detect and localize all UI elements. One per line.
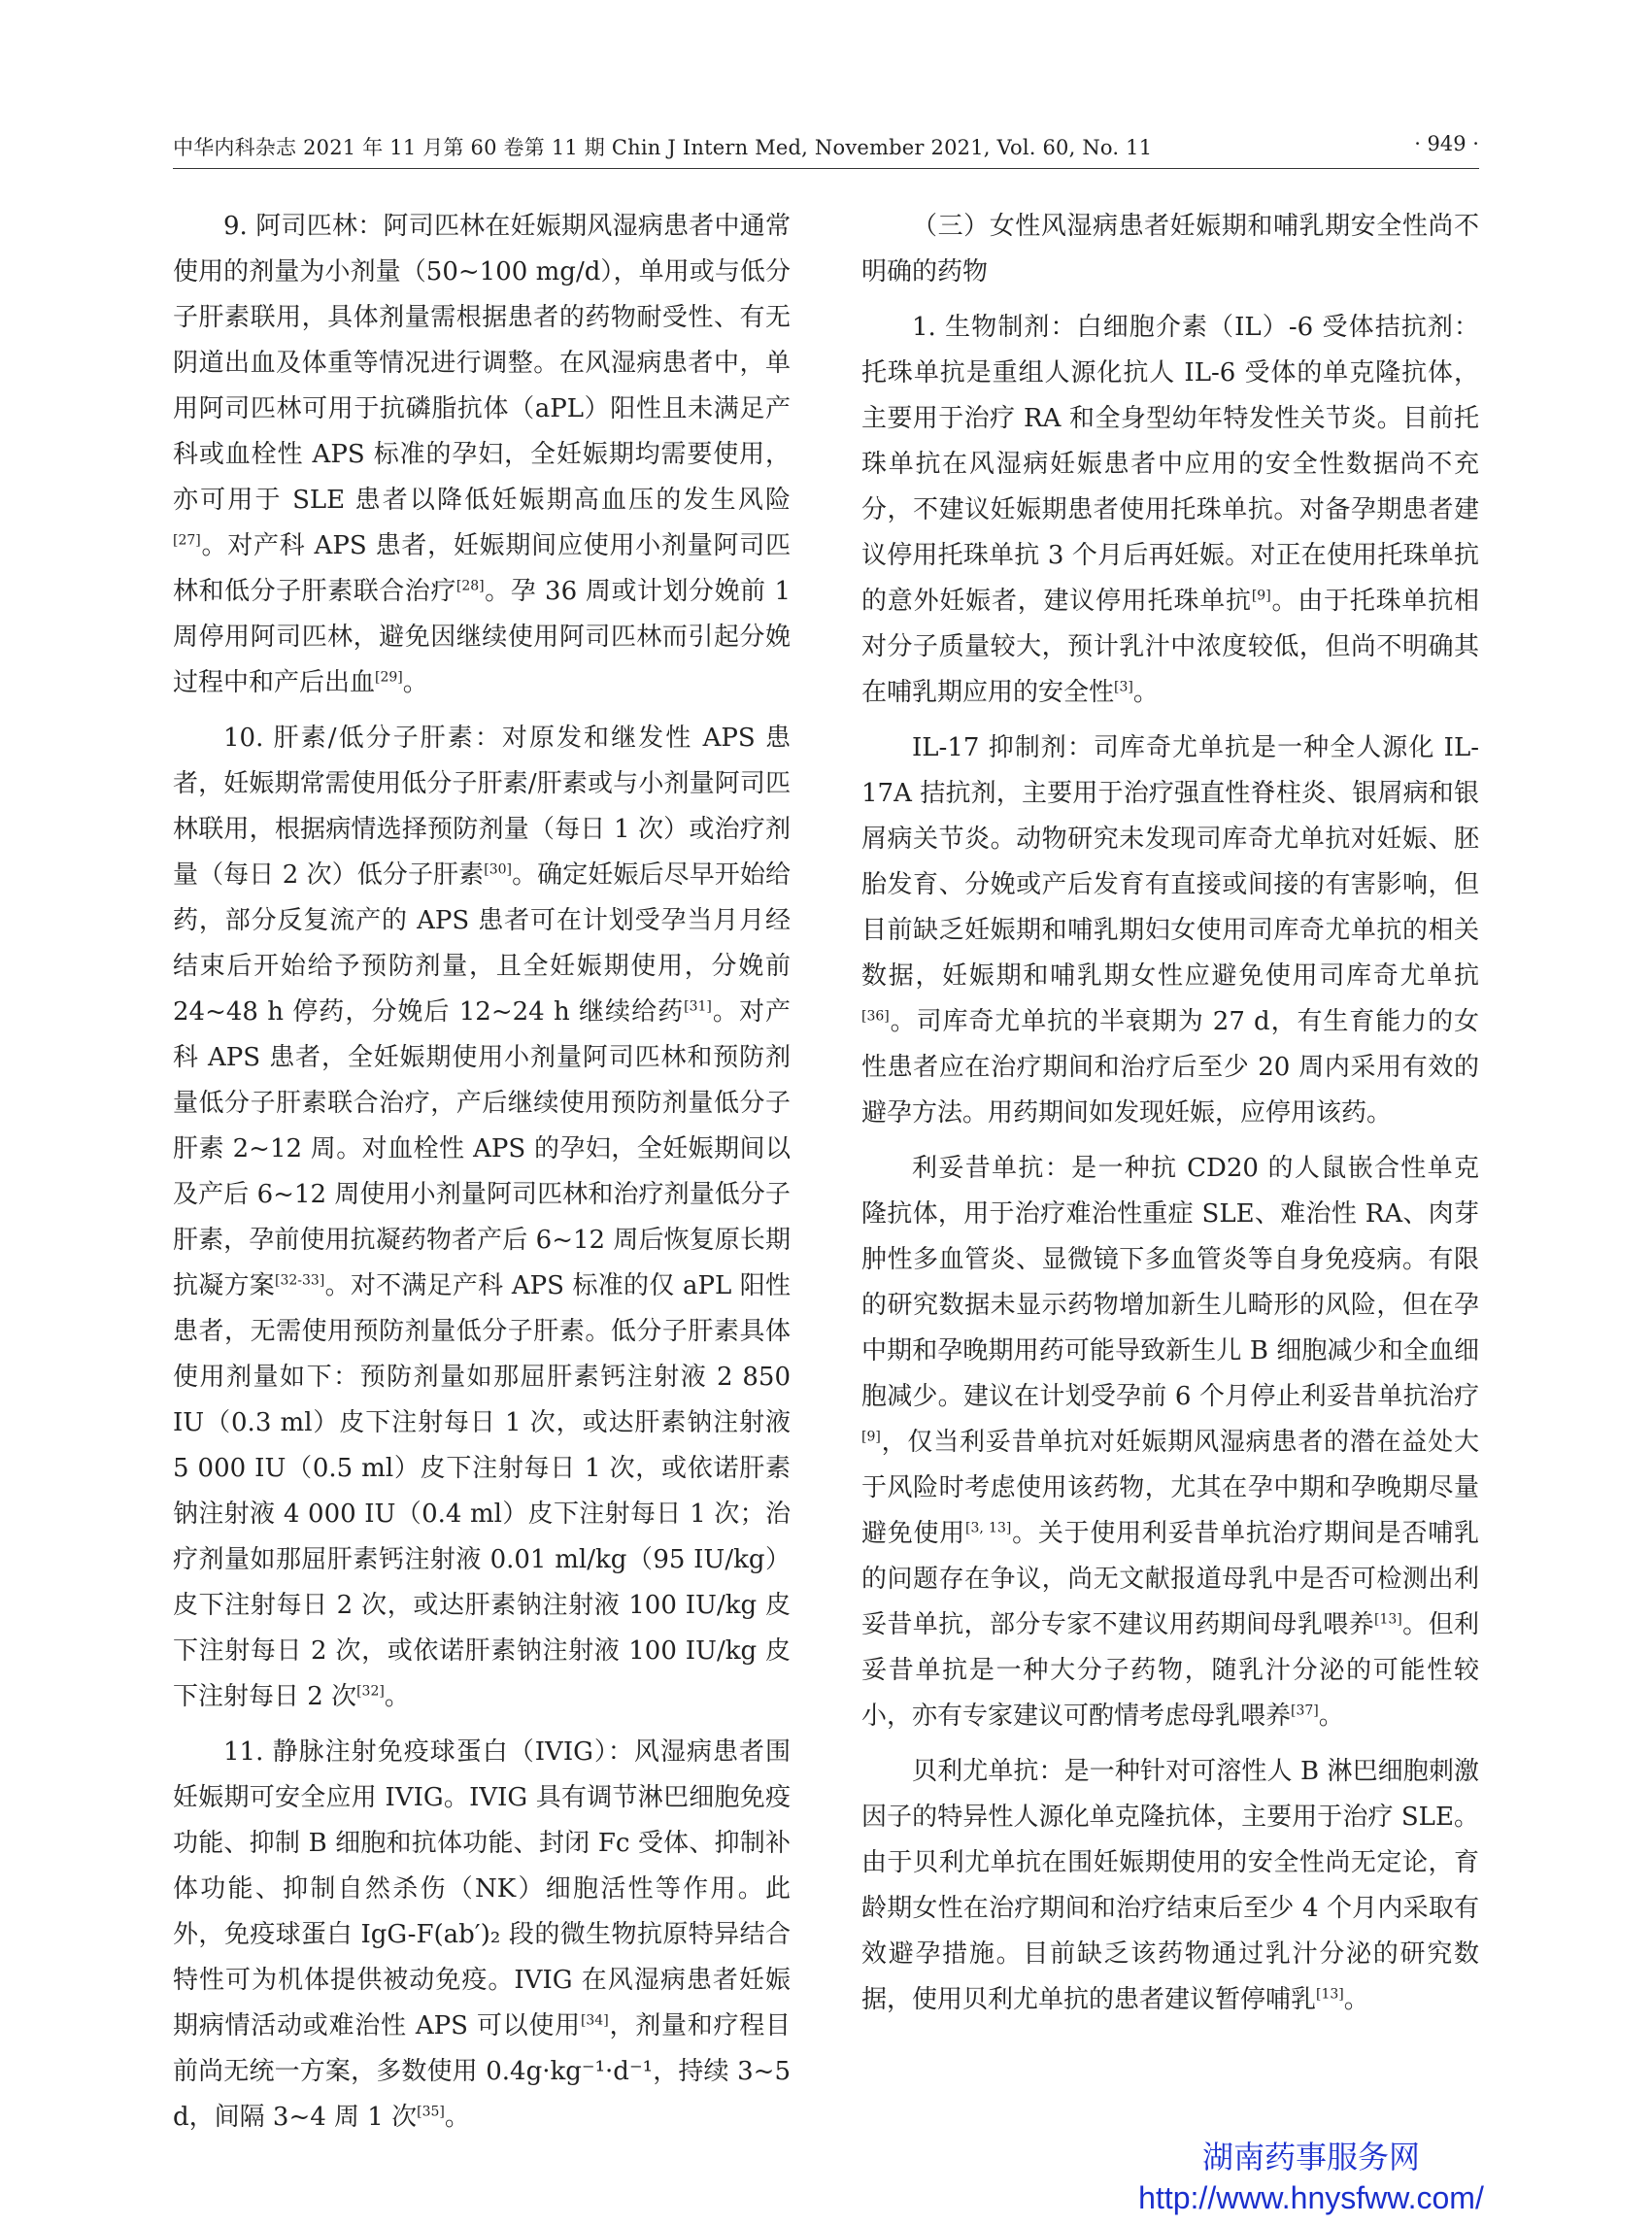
site-watermark [1107,2137,1515,2218]
section-heading: （三）女性风湿病患者妊娠期和哺乳期安全性尚不明确的药物 [861,212,1479,287]
right-column [861,204,1479,2088]
paragraph-belimumab: 贝利尤单抗：是一种针对可溶性人 B 淋巴细胞刺激因子的特异性人源化单克隆抗体，主要用于治疗 SLE。由于贝利尤单抗在围妊娠期使用的安全性尚无定论，育龄期女性在治疗期间和治疗结束后至少 4 个月内采取有效避孕措施。目前缺乏该药物通过乳汁分泌的研究数据，使用贝利尤单抗的患者建议暂停哺乳[13]。 [861,1757,1479,2014]
running-header [173,132,1479,171]
paragraph-il17: IL-17 抑制剂：司库奇尤单抗是一种全人源化 IL-17A 拮抗剂，主要用于治疗强直性脊柱炎、银屑病和银屑病关节炎。动物研究未发现司库奇尤单抗对妊娠、胚胎发育、分娩或产后发育有直接或间接的有害影响，但目前缺乏妊娠期和哺乳期妇女使用司库奇尤单抗的相关数据，妊娠期和哺乳期女性应避免使用司库奇尤单抗[36]。司库奇尤单抗的半衰期为 27 d，有生育能力的女性患者应在治疗期间和治疗后至少 20 周内采用有效的避孕方法。用药期间如发现妊娠，应停用该药。 [861,733,1479,1128]
header-rule [173,168,1479,169]
paragraph-heparin: 10. 肝素/低分子肝素：对原发和继发性 APS 患者，妊娠期常需使用低分子肝素/肝素或与小剂量阿司匹林联用，根据病情选择预防剂量（每日 1 次）或治疗剂量（每日 2 次）低分子肝素[30]。确定妊娠后尽早开始给药，部分反复流产的 APS 患者可在计划受孕当月月经结束后开始给予预防剂量，且全妊娠期使用，分娩前 24~48 h 停药，分娩后 12~24 h 继续给药[31]。对产科 APS 患者，全妊娠期使用小剂量阿司匹林和预防剂量低分子肝素联合治疗，产后继续使用预防剂量低分子肝素 2~12 周。对血栓性 APS 的孕妇，全妊娠期间以及产后 6~12 周使用小剂量阿司匹林和治疗剂量低分子肝素，孕前使用抗凝药物者产后 6~12 周后恢复原长期抗凝方案[32-33]。对不满足产科 APS 标准的仅 aPL 阳性患者，无需使用预防剂量低分子肝素。低分子肝素具体使用剂量如下：预防剂量如那屈肝素钙注射液 2 850 IU（0.3 ml）皮下注射每日 1 次，或达肝素钠注射液 5 000 IU（0.5 ml）皮下注射每日 1 次，或依诺肝素钠注射液 4 000 IU（0.4 ml）皮下注射每日 1 次；治疗剂量如那屈肝素钙注射液 0.01 ml/kg（95 IU/kg）皮下注射每日 2 次，或达肝素钠注射液 100 IU/kg 皮下注射每日 2 次，或依诺肝素钠注射液 100 IU/kg 皮下注射每日 2 次[32]。 [173,724,791,1711]
paragraph-tocilizumab: 1. 生物制剂：白细胞介素（IL）-6 受体拮抗剂：托珠单抗是重组人源化抗人 IL-6 受体的单克隆抗体，主要用于治疗 RA 和全身型幼年特发性关节炎。目前托珠单抗在风湿病妊娠患者中应用的安全性数据尚不充分，不建议妊娠期患者使用托珠单抗。对备孕期患者建议停用托珠单抗 3 个月后再妊娠。对正在使用托珠单抗的意外妊娠者，建议停用托珠单抗[9]。由于托珠单抗相对分子质量较大，预计乳汁中浓度较低，但尚不明确其在哺乳期应用的安全性[3]。 [861,313,1479,707]
paragraph-aspirin: 9. 阿司匹林：阿司匹林在妊娠期风湿病患者中通常使用的剂量为小剂量（50~100 mg/d），单用或与低分子肝素联用，具体剂量需根据患者的药物耐受性、有无阴道出血及体重等情况进行调整。在风湿病患者中，单用阿司匹林可用于抗磷脂抗体（aPL）阳性且未满足产科或血栓性 APS 标准的孕妇，全妊娠期均需要使用，亦可用于 SLE 患者以降低妊娠期高血压的发生风险[27]。对产科 APS 患者，妊娠期间应使用小剂量阿司匹林和低分子肝素联合治疗[28]。孕 36 周或计划分娩前 1 周停用阿司匹林，避免因继续使用阿司匹林而引起分娩过程中和产后出血[29]。 [173,212,791,697]
watermark-url[interactable]: http://www.hnysfww.com/ [1138,2180,1484,2215]
paragraph-ivig: 11. 静脉注射免疫球蛋白（IVIG）：风湿病患者围妊娠期可安全应用 IVIG。IVIG 具有调节淋巴细胞免疫功能、抑制 B 细胞和抗体功能、封闭 Fc 受体、抑制补体功能、抑制自然杀伤（NK）细胞活性等作用。此外，免疫球蛋白 IgG-F(ab′)₂ 段的微生物抗原特异结合特性可为机体提供被动免疫。IVIG 在风湿病患者妊娠期病情活动或难治性 APS 可以使用[34]，剂量和疗程目前尚无统一方案，多数使用 0.4g·kg⁻¹·d⁻¹，持续 3~5 d，间隔 3~4 周 1 次[35]。 [173,1737,791,2132]
left-column [173,204,791,2132]
journal-citation: 中华内科杂志 2021 年 11 月第 60 卷第 11 期 Chin J Intern Med, November 2021, Vol. 60, No. 11 [173,136,1153,159]
page-number: · 949 · [1414,132,1479,155]
paragraph-rituximab: 利妥昔单抗：是一种抗 CD20 的人鼠嵌合性单克隆抗体，用于治疗难治性重症 SLE、难治性 RA、肉芽肿性多血管炎、显微镜下多血管炎等自身免疫病。有限的研究数据未显示药物增加新生儿畸形的风险，但在孕中期和孕晚期用药可能导致新生儿 B 细胞减少和全血细胞减少。建议在计划受孕前 6 个月停止利妥昔单抗治疗[9]，仅当利妥昔单抗对妊娠期风湿病患者的潜在益处大于风险时考虑使用该药物，尤其在孕中期和孕晚期尽量避免使用[3, 13]。关于使用利妥昔单抗治疗期间是否哺乳的问题存在争议，尚无文献报道母乳中是否可检测出利妥昔单抗，部分专家不建议用药期间母乳喂养[13]。但利妥昔单抗是一种大分子药物，随乳汁分泌的可能性较小，亦有专家建议可酌情考虑母乳喂养[37]。 [861,1154,1479,1731]
watermark-site-name: 湖南药事服务网 [1201,2140,1420,2174]
